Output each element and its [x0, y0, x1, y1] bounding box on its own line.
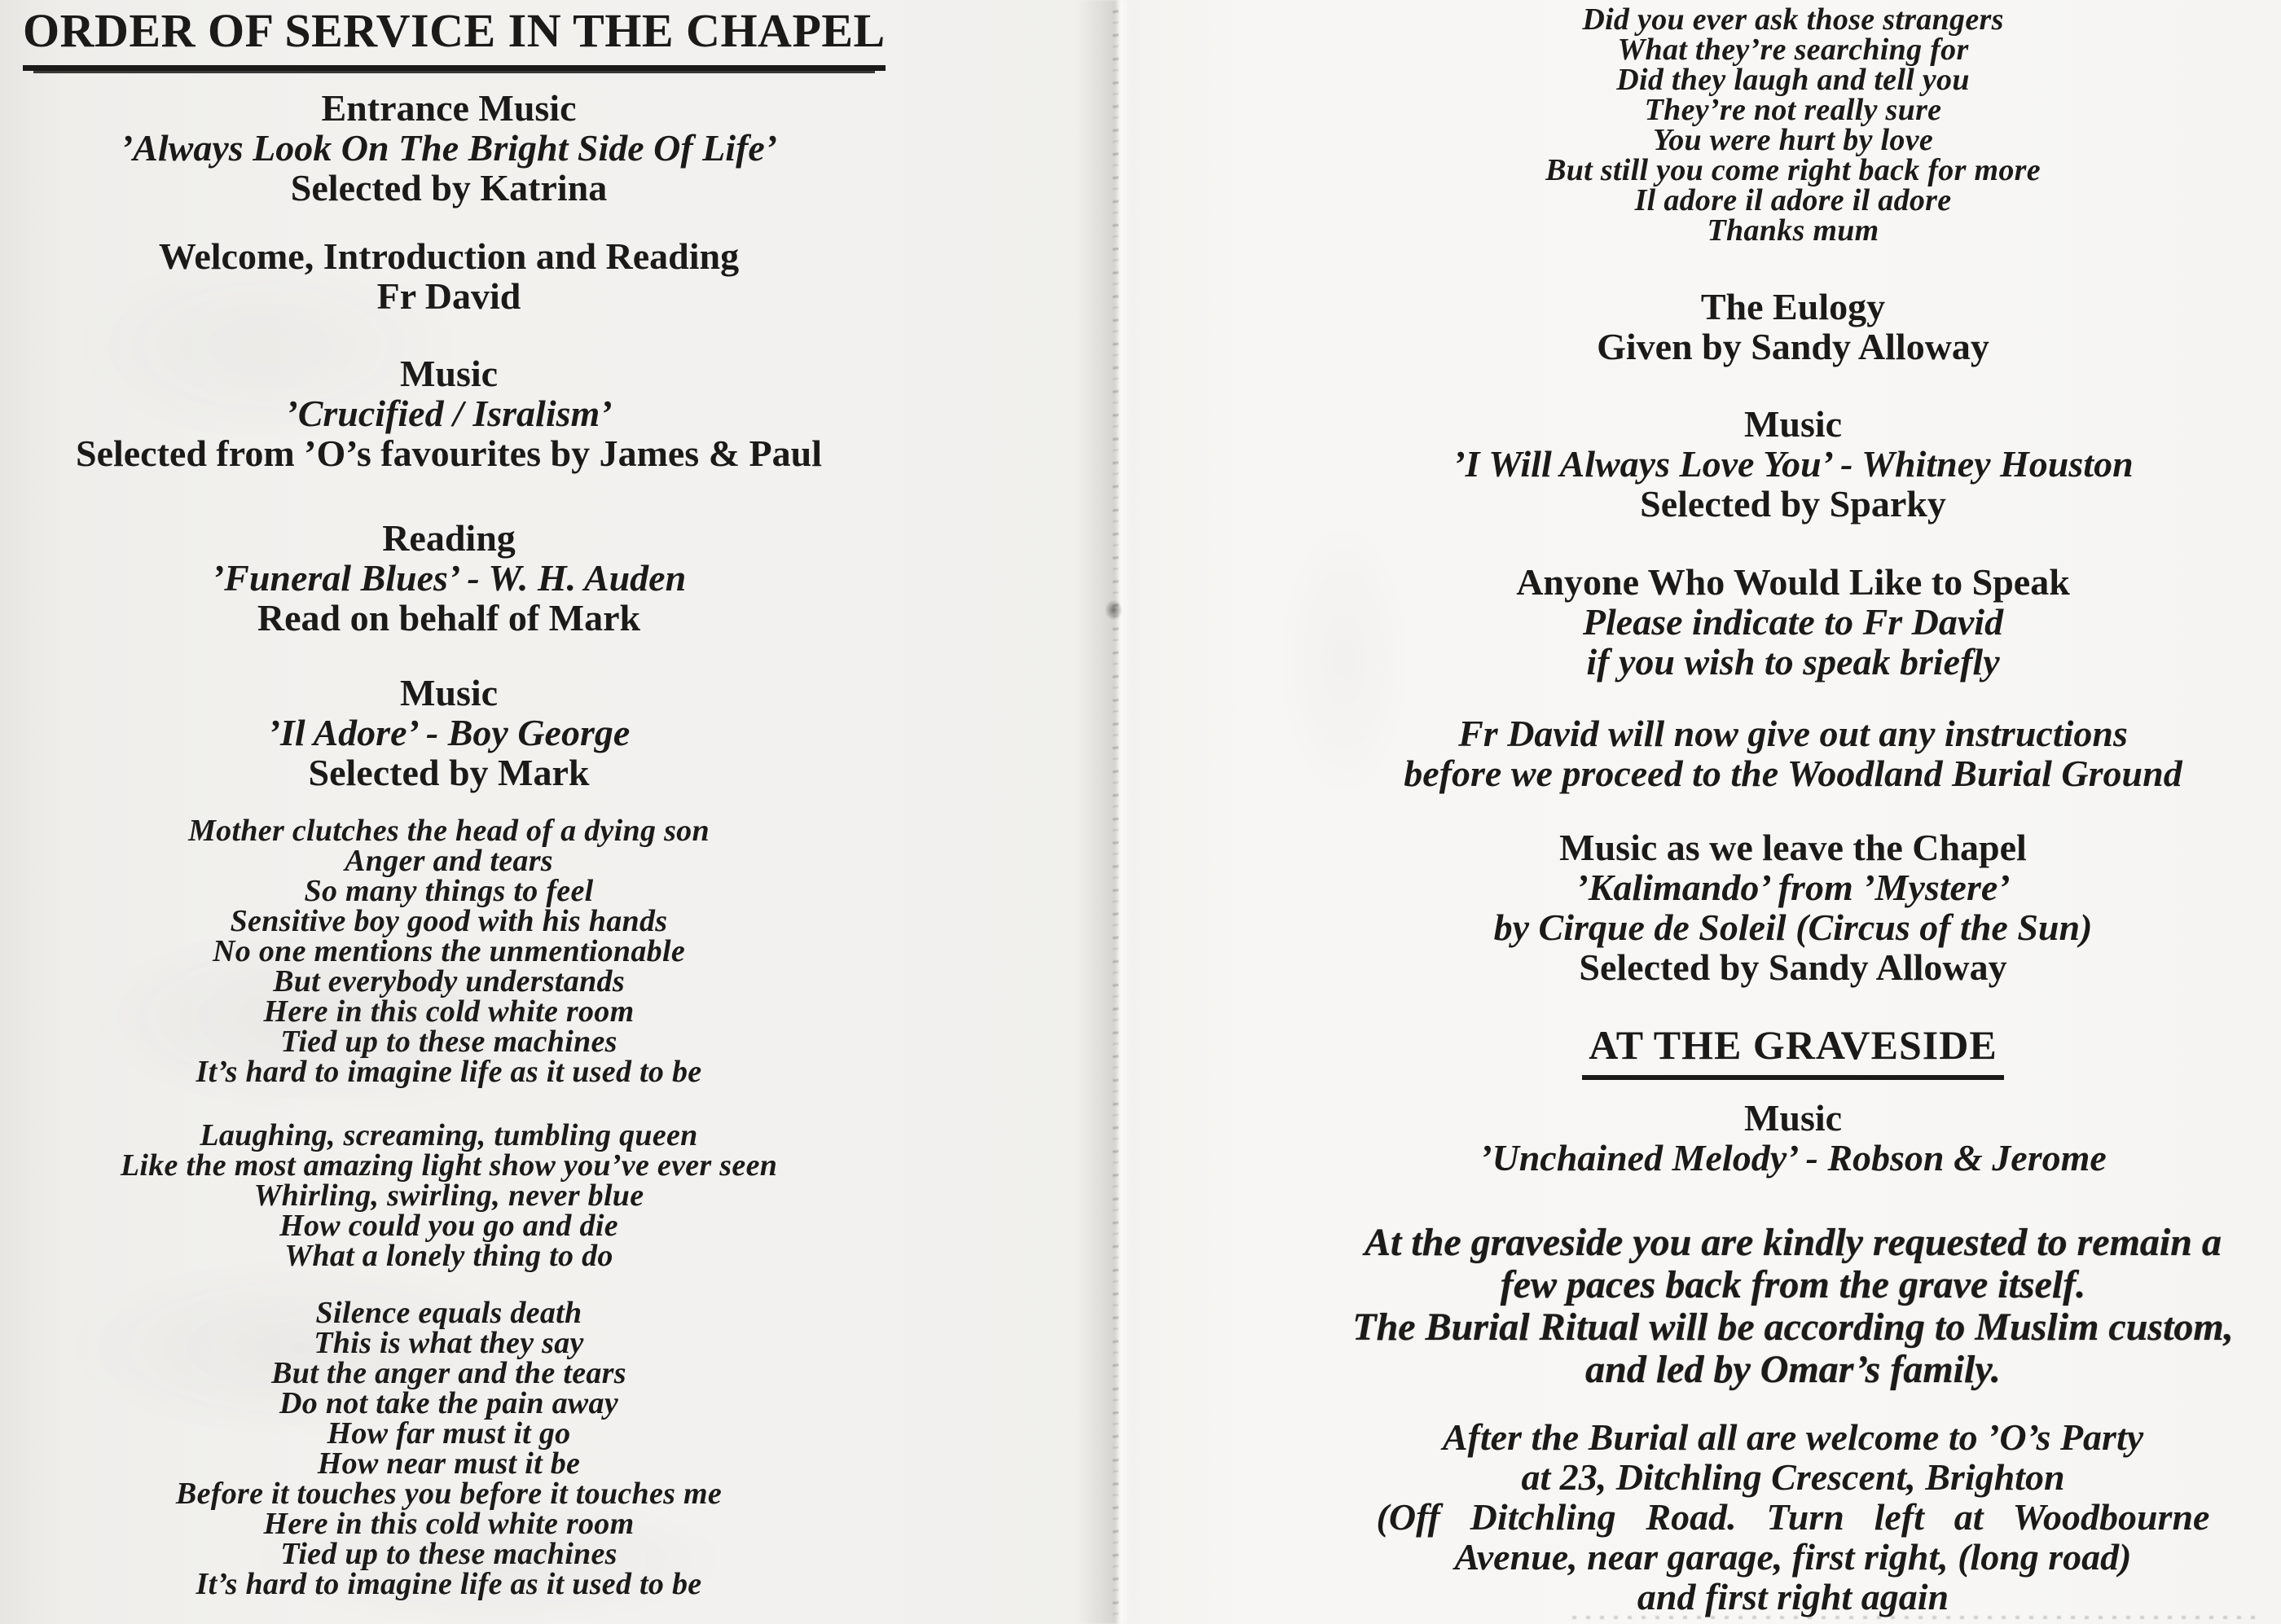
lyrics-stanza-3-line-6: How near must it be [317, 1446, 581, 1481]
lyrics-stanza-1-line-7: Here in this cold white room [263, 994, 635, 1029]
page-left [0, 0, 1118, 1624]
lyrics-stanza-4-line-5: You were hurt by love [1652, 123, 1934, 157]
music-crucified-line-2: ’Crucified / Isralism’ [285, 393, 613, 434]
entrance-music-line-2: ’Always Look On The Bright Side Of Life’ [120, 127, 778, 169]
lyrics-stanza-3-line-2: This is what they say [314, 1326, 584, 1360]
graveside-note-line-2: few paces back from the grave itself. [1500, 1263, 2086, 1306]
anyone-speak-line-2: Please indicate to Fr David [1582, 601, 2004, 643]
music-il-adore-line-2: ’Il Adore’ - Boy George [267, 712, 631, 753]
lyrics-stanza-4-line-3: Did they laugh and tell you [1616, 63, 1970, 97]
eulogy-line-1: The Eulogy [1700, 286, 1886, 327]
lyrics-stanza-3-line-1: Silence equals death [315, 1296, 582, 1330]
music-unchained-line-2: ’Unchained Melody’ - Robson & Jerome [1479, 1137, 2107, 1178]
section-graveside-title [1305, 1023, 2281, 1080]
section-anyone-speak [1305, 562, 2281, 682]
welcome-line-1: Welcome, Introduction and Reading [158, 235, 740, 277]
reading-funeral-blues-line-1: Reading [382, 517, 516, 559]
music-leaving-line-4: Selected by Sandy Alloway [1579, 946, 2007, 988]
lyrics-stanza-3-line-3: But the anger and the tears [271, 1356, 626, 1390]
page-title: ORDER OF SERVICE IN THE CHAPEL [23, 5, 886, 71]
lyrics-stanza-4-line-4: They’re not really sure [1644, 93, 1942, 127]
instructions-line-2: before we proceed to the Woodland Burial Ground [1404, 753, 2182, 794]
lyrics-stanza-3-line-10: It’s hard to imagine life as it used to be [196, 1567, 702, 1601]
page-right [1118, 0, 2281, 1624]
lyrics-stanza-4-line-7: Il adore il adore il adore [1634, 183, 1952, 217]
music-crucified-line-3: Selected from ’O’s favourites by James & Paul [75, 432, 822, 474]
lyrics-stanza-1-line-5: No one mentions the unmentionable [213, 934, 685, 968]
entrance-music-line-1: Entrance Music [321, 87, 577, 129]
lyrics-stanza-3-line-5: How far must it go [327, 1416, 571, 1451]
section-welcome [0, 236, 898, 316]
lyrics-stanza-1-line-4: Sensitive boy good with his hands [230, 904, 668, 938]
lyrics-stanza-1-line-3: So many things to feel [304, 874, 594, 908]
section-music-crucified [0, 353, 898, 473]
party-invite-line-4: Avenue, near garage, first right, (long road) [1454, 1536, 2132, 1578]
anyone-speak-line-1: Anyone Who Would Like to Speak [1516, 561, 2070, 603]
music-whitney-line-3: Selected by Sparky [1640, 483, 1946, 525]
page-right-content [1305, 0, 2281, 1624]
music-leaving-line-2: ’Kalimando’ from ’Mystere’ [1576, 867, 2011, 908]
lyrics-stanza-3-line-7: Before it touches you before it touches me [175, 1477, 723, 1511]
lyrics-stanza-2-line-4: How could you go and die [279, 1209, 618, 1243]
section-party-invite [1305, 1417, 2281, 1617]
graveside-note-line-1: At the graveside you are kindly requested to remain a [1365, 1221, 2222, 1264]
welcome-line-2: Fr David [376, 275, 521, 317]
lyrics-stanza-4-line-6: But still you come right back for more [1545, 153, 2041, 187]
graveside-title-line-1: AT THE GRAVESIDE [1582, 1023, 2003, 1080]
lyrics-stanza-2-line-2: Like the most amazing light show you’ve ever seen [120, 1148, 778, 1183]
section-entrance-music [0, 88, 898, 208]
section-reading-funeral-blues [0, 518, 898, 638]
lyrics-stanza-1-line-9: It’s hard to imagine life as it used to be [196, 1055, 702, 1089]
section-lyrics-stanza-2 [0, 1118, 898, 1273]
section-music-unchained [1305, 1098, 2281, 1178]
eulogy-line-2: Given by Sandy Alloway [1597, 326, 1989, 367]
lyrics-stanza-1-line-8: Tied up to these machines [280, 1025, 617, 1059]
section-lyrics-stanza-3 [0, 1298, 898, 1600]
section-lyrics-stanza-1 [0, 816, 898, 1087]
lyrics-stanza-1-line-2: Anger and tears [345, 844, 553, 878]
section-music-leaving [1305, 827, 2281, 987]
party-invite-line-2: at 23, Ditchling Crescent, Brighton [1521, 1456, 2065, 1498]
music-il-adore-line-3: Selected by Mark [308, 752, 590, 793]
graveside-note-line-3: The Burial Ritual will be according to Muslim custom, [1352, 1306, 2234, 1349]
lyrics-stanza-3-line-8: Here in this cold white room [263, 1507, 635, 1541]
music-leaving-line-1: Music as we leave the Chapel [1559, 827, 2027, 868]
lyrics-stanza-1-line-1: Mother clutches the head of a dying son [188, 814, 710, 848]
section-lyrics-stanza-4 [1305, 2, 2281, 248]
lyrics-stanza-2-line-3: Whirling, swirling, never blue [253, 1178, 644, 1213]
party-invite-line-1: After the Burial all are welcome to ’O’s Party [1442, 1416, 2144, 1458]
section-music-il-adore [0, 673, 898, 792]
music-whitney-line-1: Music [1743, 403, 1843, 445]
music-il-adore-line-1: Music [399, 672, 499, 713]
instructions-line-1: Fr David will now give out any instructions [1458, 713, 2128, 754]
page-left-content [0, 0, 898, 1624]
entrance-music-line-3: Selected by Katrina [290, 167, 608, 208]
lyrics-stanza-2-line-5: What a lonely thing to do [284, 1239, 613, 1273]
reading-funeral-blues-line-3: Read on behalf of Mark [257, 597, 641, 639]
music-crucified-line-1: Music [399, 353, 499, 394]
lyrics-stanza-3-line-9: Tied up to these machines [280, 1537, 617, 1571]
music-whitney-line-2: ’I Will Always Love You’ - Whitney Houston [1453, 443, 2134, 485]
lyrics-stanza-4-line-8: Thanks mum [1707, 213, 1879, 248]
graveside-note-line-4: and led by Omar’s family. [1585, 1348, 2001, 1391]
section-eulogy [1305, 287, 2281, 366]
music-unchained-line-1: Music [1743, 1097, 1843, 1139]
music-leaving-line-3: by Cirque de Soleil (Circus of the Sun) [1493, 906, 2093, 948]
reading-funeral-blues-line-2: ’Funeral Blues’ - W. H. Auden [211, 557, 687, 599]
party-invite-line-3: (Off Ditchling Road. Turn left at Woodbourne [1376, 1496, 2210, 1538]
section-instructions [1305, 713, 2281, 793]
lyrics-stanza-4-line-1: Did you ever ask those strangers [1582, 2, 2004, 37]
section-graveside-note [1305, 1222, 2281, 1391]
anyone-speak-line-3: if you wish to speak briefly [1586, 641, 2000, 683]
lyrics-stanza-2-line-1: Laughing, screaming, tumbling queen [200, 1118, 698, 1152]
lyrics-stanza-1-line-6: But everybody understands [273, 964, 625, 999]
lyrics-stanza-4-line-2: What they’re searching for [1617, 33, 1969, 67]
lyrics-stanza-3-line-4: Do not take the pain away [279, 1386, 619, 1420]
section-music-whitney [1305, 404, 2281, 524]
party-invite-line-5: and first right again [1637, 1576, 1949, 1617]
